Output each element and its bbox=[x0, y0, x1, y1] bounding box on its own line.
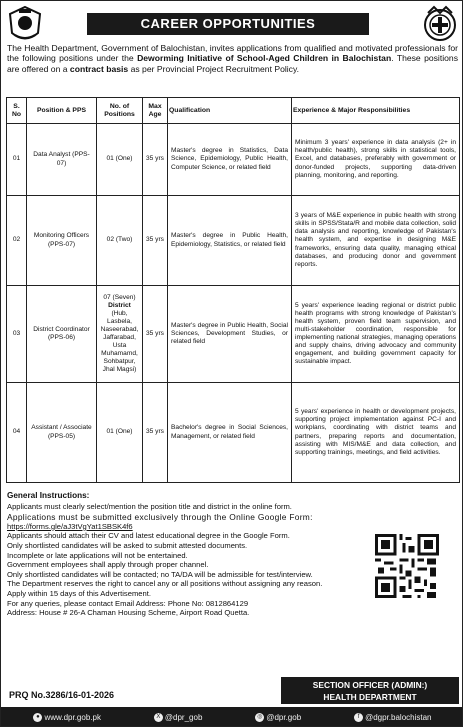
instruction-line: Apply within 15 days of this Advertisement. bbox=[7, 588, 151, 598]
initiative-name: Deworming Initiative of School-Aged Children in Balochistan bbox=[137, 53, 392, 64]
instruction-line: Address: House # 26-A Chaman Housing Scheme, Airport Road Quetta. bbox=[7, 608, 250, 618]
instruction-line: For any queries, please contact Email Address: Phone No: 0812864129 bbox=[7, 598, 249, 608]
experience: 5 years' experience leading regional or district public health programs with strong knowledge of Pakistan's health system, proven field team supervision, and multi-stakeholder coordination, responsible for implementing national strategies, managing operations and supply chains, driving advocacy and community engagement, and building government capacity for sustainable impact. bbox=[292, 286, 460, 383]
table-row: 01 Data Analyst (PPS-07) 01 (One) 35 yrs Master's degree in Statistics, Data Science, Epidemiology, Public Health, Computer Science, or related field Minimum 3 years' experience in data analysis (2+ in health/public health), strong skills in statistical tools, Excel, and databases, preferably with government or donor-funded projects, supporting data-driven planning, monitoring, and reporting. bbox=[7, 124, 460, 196]
page-title: CAREER OPPORTUNITIES bbox=[87, 13, 369, 35]
experience: 5 years' experience in health or development projects, supporting project implementation against PC-I and workplans, coordinating with district teams and partners, preparing reports and documentation, assisting with MIS/M&E and data collection, and supporting trainings, meetings, and field activities. bbox=[292, 383, 460, 483]
position-title: Monitoring Officers (PPS-07) bbox=[27, 196, 97, 286]
district-list: (Hub, Lasbela, Naseerabad, Jaffarabad, Usta Muhamamd, Sohbatpur, Jhal Magsi) bbox=[100, 309, 139, 374]
globe-icon: ● bbox=[33, 713, 42, 722]
header-qualification: Qualification bbox=[168, 98, 292, 124]
qualification: Master's degree in Public Health, Epidemiology, Statistics, or related field bbox=[168, 196, 292, 286]
header-experience: Experience & Major Responsibilities bbox=[292, 98, 460, 124]
footer-bar bbox=[1, 707, 463, 727]
instruction-line: The Department reserves the right to cancel any or all positions without assigning any reason. bbox=[7, 579, 323, 589]
facebook-icon: f bbox=[354, 713, 363, 722]
table-row: 02 Monitoring Officers (PPS-07) 02 (Two) 35 yrs Master's degree in Public Health, Epidemiology, Statistics, or related field 3 years of M&E experience in public health with strong skills in SPSS/Stata/R and mobile data collection, solid data analysis and reporting, knowledge of Pakistan's health system, and expertise in designing M&E frameworks, ensuring data quality, managing ethical databases, and producing donor and government reports. bbox=[7, 196, 460, 286]
instruction-line: Applicants must clearly select/mention the position title and district in the online form. bbox=[7, 502, 292, 511]
qualification: Master's degree in Statistics, Data Science, Epidemiology, Public Health, Computer Science, or related field bbox=[168, 124, 292, 196]
max-age: 35 yrs bbox=[143, 286, 168, 383]
signatory-box bbox=[281, 677, 459, 704]
signatory-title: SECTION OFFICER (ADMIN:) bbox=[312, 680, 428, 690]
prq-number: PRQ No.3286/16-01-2026 bbox=[9, 690, 115, 700]
experience: 3 years of M&E experience in public health with strong skills in SPSS/Stata/R and mobile data collection, solid data analysis and reporting, knowledge of Pakistan's health system, and expertise in designing M&E frameworks, ensuring data quality, managing ethical databases, and producing donor and government reports. bbox=[292, 196, 460, 286]
government-seal-icon bbox=[7, 5, 43, 45]
contract-basis: contract basis bbox=[69, 63, 129, 74]
header-age: Max Age bbox=[143, 98, 168, 124]
instructions-title: General Instructions: bbox=[7, 491, 90, 500]
x-icon: X bbox=[154, 713, 163, 722]
footer-instagram[interactable]: ◎ @dpr.gob bbox=[257, 713, 302, 722]
intro-paragraph: The Health Department, Government of Balochistan, invites applications from qualified and motivated professionals for the following positions under the Deworming Initiative of School-Aged Children in Balochistan. These positions are offered on a contract basis as per Provincial Project Recruitment Policy. bbox=[7, 43, 458, 74]
instruction-line: Only shortlisted candidates will be contacted; no TA/DA will be admissible for test/interview. bbox=[7, 569, 313, 579]
instagram-icon: ◎ bbox=[257, 714, 263, 721]
qualification: Bachelor's degree in Social Sciences, Management, or related field bbox=[168, 383, 292, 483]
position-title: Data Analyst (PPS-07) bbox=[27, 124, 97, 196]
instruction-line: Only shortlisted candidates will be asked to submit attested documents. bbox=[7, 540, 248, 550]
max-age: 35 yrs bbox=[143, 196, 168, 286]
instruction-line: Government employees shall apply through proper channel. bbox=[7, 560, 209, 570]
max-age: 35 yrs bbox=[143, 383, 168, 483]
table-header-row bbox=[7, 98, 460, 124]
position-count: 07 (Seven) District (Hub, Lasbela, Naseerabad, Jaffarabad, Usta Muhamamd, Sohbatpur, Jhal Magsi) bbox=[97, 286, 143, 383]
health-department-emblem-icon bbox=[422, 5, 458, 45]
signatory-department: HEALTH DEPARTMENT bbox=[323, 692, 417, 702]
experience: Minimum 3 years' experience in data analysis (2+ in health/public health), strong skills in statistical tools, Excel, and databases, preferably with government or donor-funded projects, supporting data-driven planning, monitoring, and reporting. bbox=[292, 124, 460, 196]
qr-code-icon[interactable] bbox=[375, 534, 439, 598]
table-row: 04 Assistant / Associate (PPS-05) 01 (One) 35 yrs Bachelor's degree in Social Sciences, Management, or related field 5 years' experience in health or development projects, supporting project implementation against PC-I and workplans, coordinating with district teams and partners, preparing reports and documentation, assisting with MIS/M&E and data collection, and supporting trainings, meetings, and field activities. bbox=[7, 383, 460, 483]
position-count: 02 (Two) bbox=[97, 196, 143, 286]
footer-twitter[interactable]: X @dpr_gob bbox=[154, 707, 202, 727]
table-row: 03 District Coordinator (PPS-06) 07 (Seven) District (Hub, Lasbela, Naseerabad, Jaffarabad, Usta Muhamamd, Sohbatpur, Jhal Magsi) 35 yrs Master's degree in Public Health, Social Sciences, Development Studies, or related field 5 years' experience leading regional or district public health programs with strong knowledge of Pakistan's health system, proven field team supervision, and multi-stakeholder coordination, responsible for implementing national strategies, managing operations and supply chains, driving advocacy and community engagement, and building government capacity for sustainable impact. bbox=[7, 286, 460, 383]
position-count: 01 (One) bbox=[97, 124, 143, 196]
header-sno: S. No bbox=[7, 98, 27, 124]
position-title: Assistant / Associate (PPS-05) bbox=[27, 383, 97, 483]
max-age: 35 yrs bbox=[143, 124, 168, 196]
footer-facebook[interactable]: f @dgpr.balochistan bbox=[354, 707, 431, 727]
positions-table bbox=[6, 97, 460, 483]
google-form-link[interactable]: https://forms.gle/aJ3tVgYat1SBSK4f6 bbox=[7, 521, 133, 531]
qualification: Master's degree in Public Health, Social Sciences, Development Studies, or related field bbox=[168, 286, 292, 383]
position-count: 01 (One) bbox=[97, 383, 143, 483]
instruction-line: Incomplete or late applications will not be entertained. bbox=[7, 550, 188, 560]
district-label: District bbox=[108, 301, 131, 309]
position-title: District Coordinator (PPS-06) bbox=[27, 286, 97, 383]
footer-website[interactable]: ● www.dpr.gob.pk bbox=[33, 707, 100, 727]
instruction-line: Applicants should attach their CV and latest educational degree in the Google Form. bbox=[7, 531, 290, 541]
header-number: No. of Positions bbox=[97, 98, 143, 124]
header-position: Position & PPS bbox=[27, 98, 97, 124]
instruction-line: Applications must be submitted exclusively through the Online Google Form: bbox=[7, 511, 313, 522]
